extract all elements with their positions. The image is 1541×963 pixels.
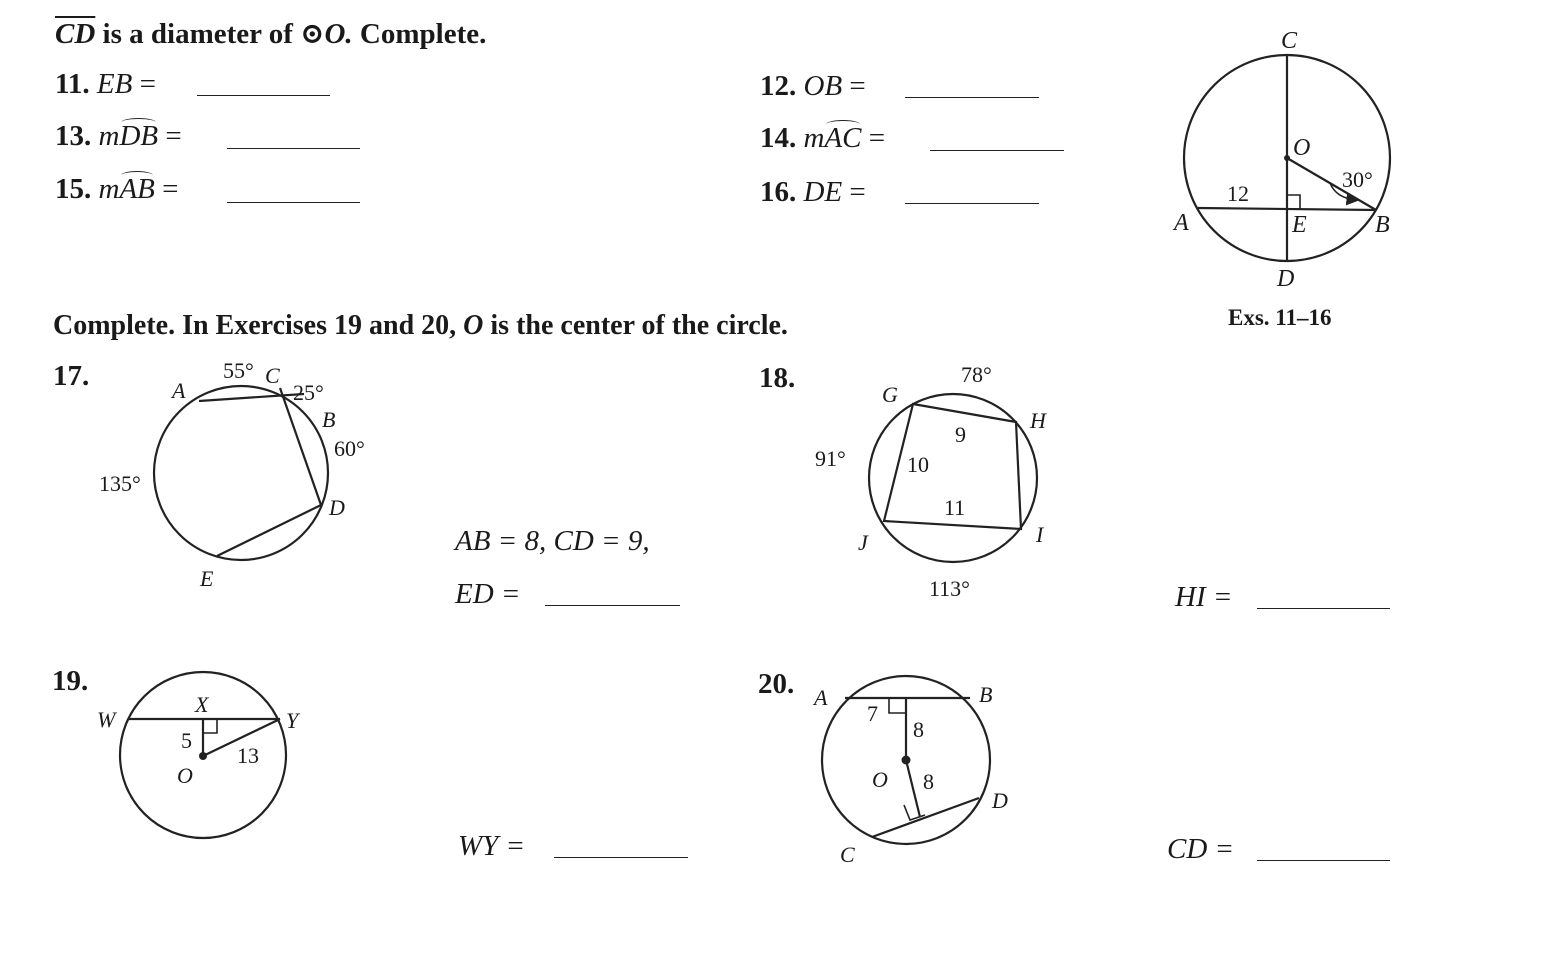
right-angle-mark bbox=[1287, 195, 1300, 209]
equals-sign: = bbox=[868, 122, 886, 154]
ex19-question: WY = bbox=[458, 830, 526, 862]
figure-ex20 bbox=[822, 676, 993, 844]
length-lower-8: 8 bbox=[923, 769, 934, 794]
label-a: A bbox=[172, 378, 186, 403]
exercise-number: 14. bbox=[760, 122, 797, 154]
exercise-17-number: 17. bbox=[53, 360, 90, 392]
label-b: B bbox=[979, 682, 993, 707]
equals-sign: = bbox=[849, 176, 866, 208]
figure-exs-11-16 bbox=[1184, 55, 1390, 261]
segment-cd: $\overline{CD}$ bbox=[55, 18, 96, 50]
label-i: I bbox=[1036, 522, 1044, 547]
section2-text-a: Complete. In Exercises 19 and 20, bbox=[53, 310, 464, 341]
right-angle-mark bbox=[203, 719, 217, 733]
angle-30: 30° bbox=[1342, 167, 1373, 192]
length-oy: 13 bbox=[237, 743, 259, 768]
side-gh-length: 9 bbox=[955, 422, 966, 447]
measure-m: m bbox=[803, 122, 825, 154]
section2-text-b: is the center of the circle. bbox=[483, 310, 788, 341]
exercise-number: 15. bbox=[55, 173, 92, 205]
ex20-question: CD = bbox=[1167, 833, 1235, 865]
exercise-expression: OB bbox=[803, 70, 843, 102]
figure-exs-11-16-labels bbox=[1172, 28, 1390, 292]
equals-sign: = bbox=[849, 70, 866, 102]
right-angle-mark-top bbox=[889, 698, 906, 713]
label-c: C bbox=[840, 842, 855, 867]
circle-name: O. bbox=[324, 18, 353, 50]
exercise-number: 12. bbox=[760, 70, 797, 102]
exercise-20-number: 20. bbox=[758, 668, 795, 700]
length-7: 7 bbox=[867, 701, 878, 726]
chord-ab bbox=[1198, 208, 1376, 210]
exercise-number: 11. bbox=[55, 68, 90, 100]
length-ox: 5 bbox=[181, 728, 192, 753]
label-x: X bbox=[195, 692, 209, 717]
circle-ex17 bbox=[154, 386, 328, 560]
ex17-given: AB = 8, CD = 9, bbox=[455, 525, 650, 557]
label-c: C bbox=[1281, 28, 1298, 54]
figure-ex18 bbox=[869, 394, 1037, 562]
arc-gh-measure: 78° bbox=[961, 362, 992, 387]
arc-left-measure: 135° bbox=[99, 471, 141, 496]
label-b: B bbox=[1375, 212, 1390, 238]
label-j: J bbox=[858, 530, 868, 555]
label-o: O bbox=[872, 767, 888, 792]
side-ji-length: 11 bbox=[944, 495, 966, 520]
label-a: A bbox=[814, 685, 828, 710]
section2-center-o: O bbox=[463, 310, 484, 341]
label-h: H bbox=[1030, 408, 1046, 433]
label-g: G bbox=[882, 382, 898, 407]
figure-ex17-labels bbox=[99, 358, 365, 591]
ex18-question: HI = bbox=[1175, 581, 1233, 613]
arc-ac-measure: 55° bbox=[223, 358, 254, 383]
header-text-b: Complete. bbox=[352, 18, 487, 50]
circle-symbol: ⊙ bbox=[300, 18, 325, 50]
equals-sign: = bbox=[139, 68, 156, 100]
exercise-expression: EB bbox=[96, 68, 133, 100]
label-w: W bbox=[97, 707, 116, 732]
measure-m: m bbox=[98, 173, 120, 205]
label-d: D bbox=[992, 788, 1008, 813]
arc-name: AB bbox=[119, 173, 155, 205]
segment-lower-perp bbox=[906, 760, 920, 817]
arc-name: DB bbox=[119, 120, 159, 152]
exercise-18-number: 18. bbox=[759, 362, 796, 394]
label-a: A bbox=[1174, 210, 1189, 236]
length-upper-8: 8 bbox=[913, 717, 924, 742]
center-o-dot bbox=[199, 752, 207, 760]
exercise-number: 16. bbox=[760, 176, 797, 208]
figure-caption: Exs. 11–16 bbox=[1228, 305, 1332, 330]
arc-left-measure: 91° bbox=[815, 446, 846, 471]
measure-m: m bbox=[98, 120, 120, 152]
figure-ex17 bbox=[154, 386, 328, 560]
label-d: D bbox=[329, 495, 345, 520]
label-o: O bbox=[1293, 135, 1311, 161]
arc-bd-measure: 60° bbox=[334, 436, 365, 461]
exercise-expression: DE bbox=[803, 176, 843, 208]
equals-sign: = bbox=[165, 120, 182, 152]
length-12: 12 bbox=[1227, 181, 1249, 206]
center-o-dot bbox=[902, 756, 911, 765]
label-d: D bbox=[1277, 266, 1295, 292]
equals-sign: = bbox=[162, 173, 179, 205]
ex17-question: ED = bbox=[455, 578, 521, 610]
exercise-19-number: 19. bbox=[52, 665, 89, 697]
label-e: E bbox=[1292, 212, 1307, 238]
center-o-dot bbox=[1284, 155, 1290, 161]
label-b: B bbox=[322, 407, 336, 432]
label-c: C bbox=[265, 363, 280, 388]
chord-cd bbox=[872, 798, 979, 837]
arc-cb-measure: 25° bbox=[293, 380, 324, 405]
arc-bottom-measure: 113° bbox=[929, 576, 970, 601]
exercise-number: 13. bbox=[55, 120, 92, 152]
arc-name: AC bbox=[824, 122, 862, 154]
header-text-a: is a diameter of bbox=[95, 18, 301, 50]
chord-cd bbox=[280, 388, 321, 505]
side-gj-length: 10 bbox=[907, 452, 929, 477]
label-e: E bbox=[200, 566, 214, 591]
label-y: Y bbox=[286, 708, 299, 733]
label-o: O bbox=[177, 763, 193, 788]
